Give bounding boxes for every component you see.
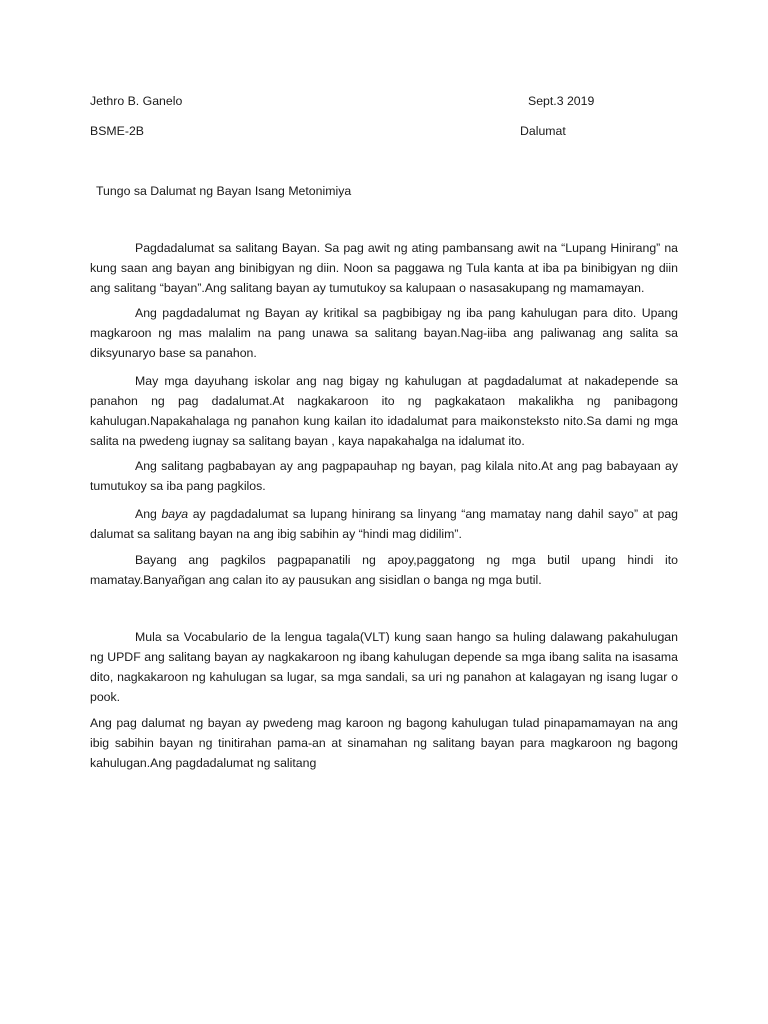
paragraph-5-start: Ang [135, 507, 162, 521]
paragraph-8: Ang pag dalumat ng bayan ay pwedeng mag karoon ng bagong kahulugan tulad pinapamamayan na ang ibig sabihin bayan ng tinitirahan pama-an at sinamahan ng salitang bayan para magkaroon ng bagong kahulugan.Ang pagdadalumat ng salitang [90, 716, 678, 770]
paragraph-5-end: ay pagdadalumat sa lupang hinirang sa linyang “ang mamatay nang dahil sayo” at pag dalumat sa salitang bayan na ang ibig sabihin ay “hindi mag didilim”. [90, 507, 678, 541]
paragraph-5 [90, 504, 678, 544]
paragraph-4: Ang salitang pagbabayan ay ang pagpapauhap ng bayan, pag kilala nito.At ang pag babayaan ay tumutukoy sa iba pang pagkilos. [90, 459, 678, 493]
paragraph-7: Mula sa Vocabulario de la lengua tagala(VLT) kung saan hango sa huling dalawang pakahulugan ng UPDF ang salitang bayan ay nagkakaroon ng ibang kahulugan depende sa mga ibang salita na isasama dito, nagkakaroon ng kahulugan sa lugar, sa mga sandali, sa uri ng panahon at kalagayan ng isang lugar o pook. [90, 630, 678, 704]
document-date: Sept.3 2019 [528, 94, 595, 108]
subject-name: Dalumat [520, 124, 566, 138]
paragraph-3: May mga dayuhang iskolar ang nag bigay ng kahulugan at pagdadalumat at nakadepende sa panahon ng pag dadalumat.At nagkakaroon ito ng pagkakataon makalikha ng panibagong kahulugan.Napakahalaga ng panahon kung kailan ito idadalumat para maikonsteksto nito.Sa dami ng mga salita na pwedeng iugnay sa salitang bayan , kaya napakahalga na idalumat ito. [90, 374, 678, 448]
paragraph-2: Ang pagdadalumat ng Bayan ay kritikal sa pagbibigay ng iba pang kahulugan para dito. Upang magkaroon ng mas malalim na pang unawa sa salitang bayan.Nag-iiba ang paliwanag ang salita sa diksyunaryo base sa panahon. [90, 306, 678, 360]
paragraph-6: Bayang ang pagkilos pagpapanatili ng apoy,paggatong ng mga butil upang hindi ito mamatay.Banyañgan ang calan ito ay pausukan ang sisidlan o banga ng mga butil. [90, 553, 678, 587]
author-name: Jethro B. Ganelo [90, 94, 183, 108]
student-section: BSME-2B [90, 124, 144, 138]
document-title: Tungo sa Dalumat ng Bayan Isang Metonimiya [96, 184, 352, 198]
paragraph-5-italic-word: baya [161, 507, 189, 521]
paragraph-1: Pagdadalumat sa salitang Bayan. Sa pag awit ng ating pambansang awit na “Lupang Hinirang” na kung saan ang bayan ang binibigyan ng diin. Noon sa paggawa ng Tula kanta at iba pa binibigyan ng diin ang salitang “bayan”.Ang salitang bayan ay tumutukoy sa kalupaan o nasasakupang ng mamamayan. [90, 241, 678, 295]
